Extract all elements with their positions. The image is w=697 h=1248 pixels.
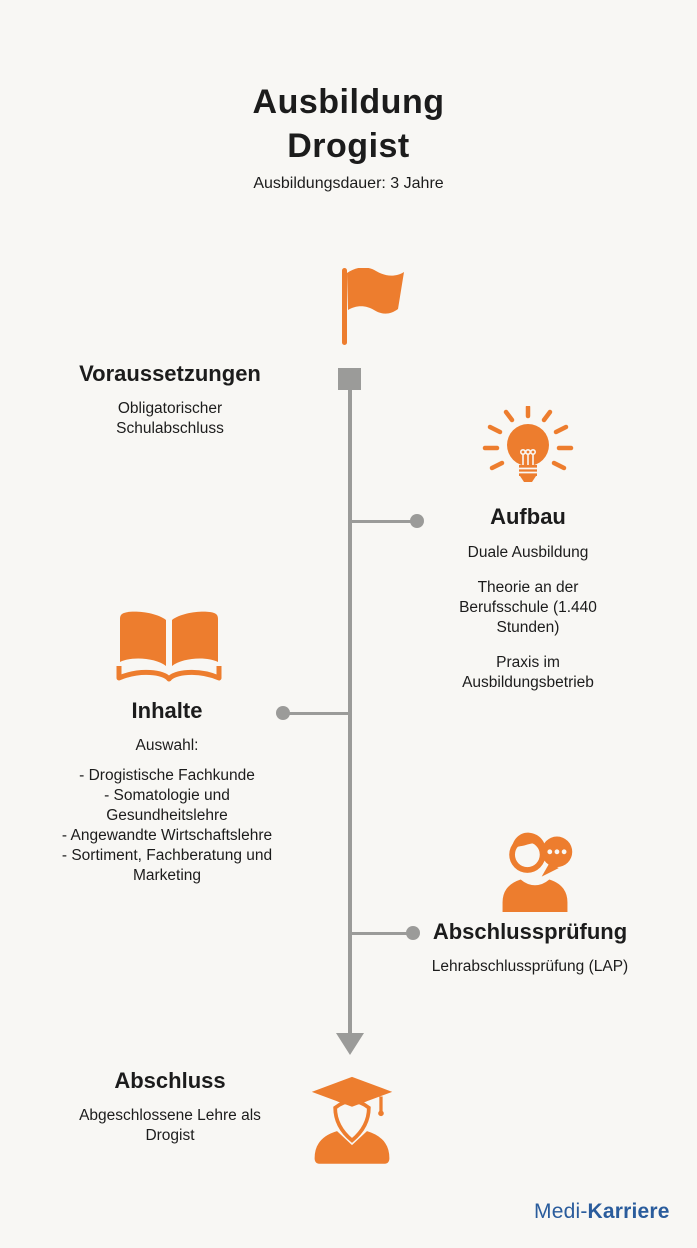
open-book-icon	[116, 610, 222, 688]
section-abschlusspruefung	[410, 919, 650, 977]
inhalte-intro: Auswahl:	[135, 737, 199, 754]
section-abschluss	[55, 1068, 285, 1146]
inhalte-item: - Somatologie und Gesundheitslehre	[104, 787, 230, 824]
section-heading: Abschluss	[114, 1068, 226, 1093]
section-heading: Abschlussprüfung	[432, 919, 628, 944]
page-title-line2: Drogist	[287, 127, 410, 165]
flag-icon	[342, 268, 408, 346]
section-heading: Aufbau	[490, 504, 566, 529]
timeline-start-marker	[338, 368, 361, 390]
title-subtitle: Ausbildungsdauer: 3 Jahre	[253, 175, 444, 192]
inhalte-item: - Angewandte Wirtschaftslehre	[61, 827, 273, 844]
page-title-line1: Ausbildung	[252, 83, 445, 121]
logo-text-bold: Karriere	[587, 1200, 670, 1223]
section-body: Obligatorischer Schulabschluss	[116, 400, 224, 437]
graduate-icon	[309, 1072, 395, 1164]
aufbau-item: Praxis im Ausbildungsbetrieb	[462, 654, 594, 691]
section-voraussetzungen	[50, 361, 290, 439]
section-heading: Voraussetzungen	[79, 361, 261, 386]
lightbulb-icon	[480, 406, 576, 494]
aufbau-item: Duale Ausbildung	[467, 544, 589, 561]
person-chat-icon	[493, 826, 577, 912]
inhalte-item: - Drogistische Fachkunde	[79, 767, 255, 784]
section-body: Lehrabschlussprüfung (LAP)	[431, 958, 629, 975]
section-aufbau	[420, 504, 636, 708]
medi-karriere-logo	[534, 1200, 670, 1224]
section-body: Abgeschlossene Lehre als Drogist	[79, 1107, 261, 1144]
title-block	[0, 80, 697, 193]
section-heading: Inhalte	[131, 698, 203, 723]
aufbau-item: Theorie an der Berufsschule (1.440 Stunden)	[459, 579, 597, 636]
section-inhalte	[52, 698, 282, 886]
inhalte-item: - Sortiment, Fachberatung und Marketing	[61, 847, 273, 884]
timeline-arrow	[336, 1033, 364, 1055]
logo-text-regular: Medi-	[534, 1200, 588, 1223]
